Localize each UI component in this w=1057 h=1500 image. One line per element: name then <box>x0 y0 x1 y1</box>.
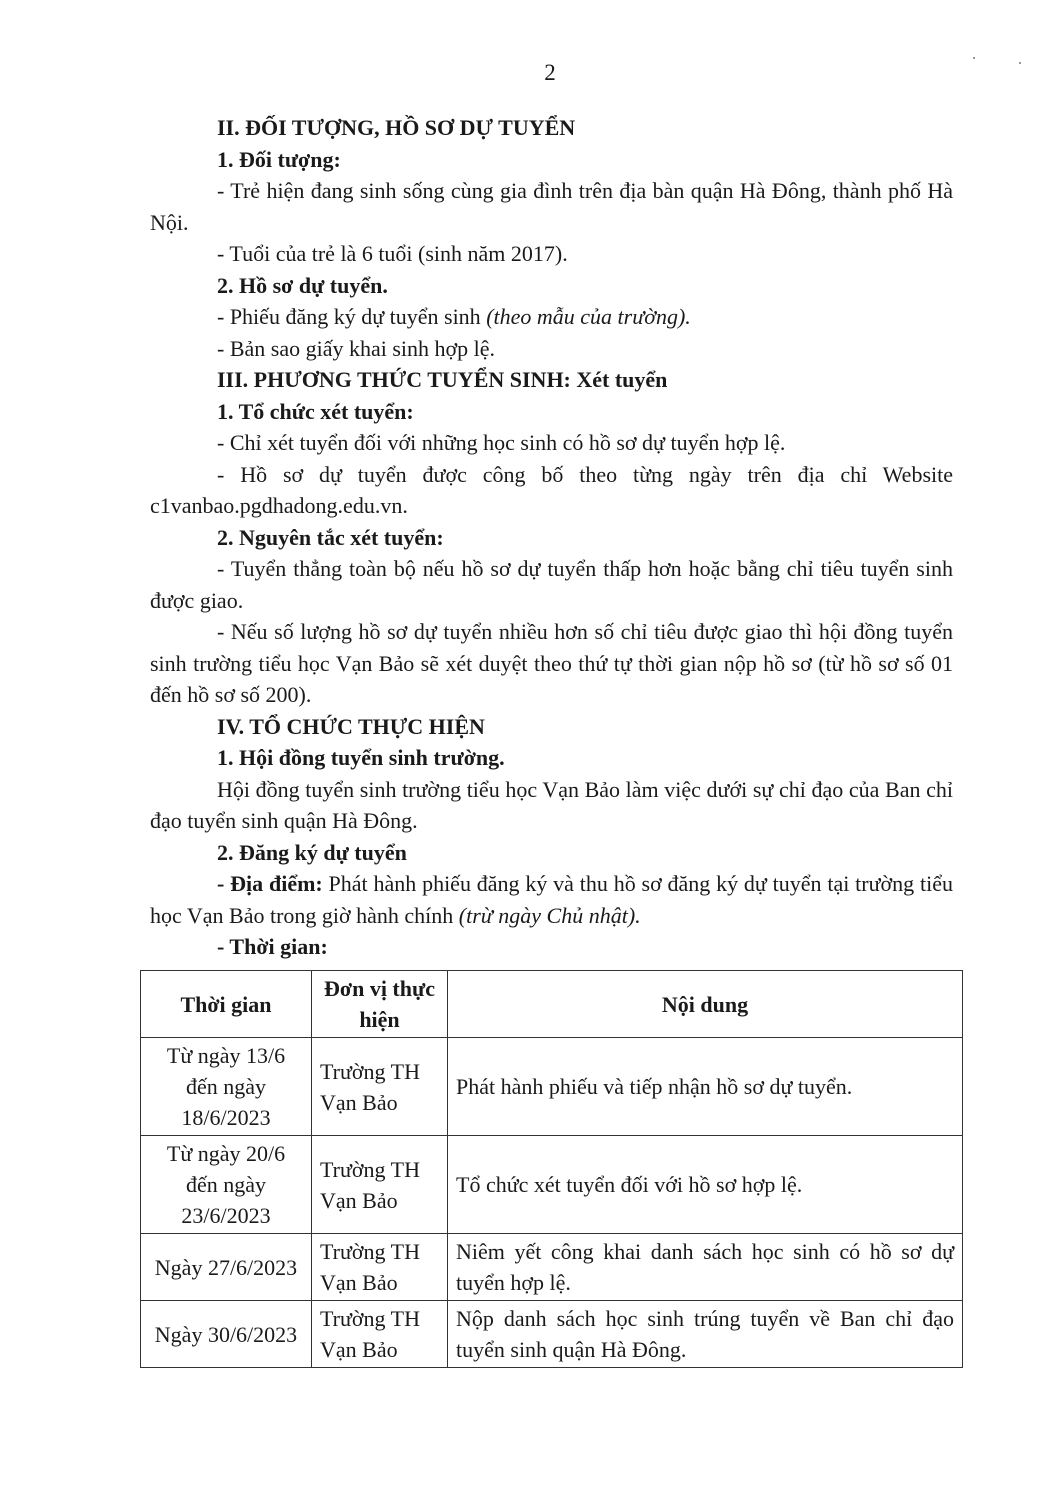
scan-speck <box>973 57 975 59</box>
section-3-1-title: 1. Tổ chức xét tuyển: <box>217 398 414 424</box>
section-4-2-location <box>150 868 953 931</box>
row-content: Tổ chức xét tuyển đối với hồ sơ hợp lệ. <box>448 1136 963 1234</box>
time-label: - Thời gian: <box>217 934 328 959</box>
section-2-2-text: - Phiếu đăng ký dự tuyển sinh <box>217 304 487 329</box>
table-row <box>141 1136 963 1234</box>
section-3-2-title: 2. Nguyên tắc xét tuyển: <box>217 524 444 550</box>
row-time: Ngày 30/6/2023 <box>141 1301 312 1368</box>
row-unit: Trường TH Vạn Bảo <box>312 1038 448 1136</box>
table-header-row <box>141 971 963 1038</box>
row-content: Nộp danh sách học sinh trúng tuyển về Ban chỉ đạo tuyển sinh quận Hà Đông. <box>448 1301 963 1368</box>
document-body <box>150 112 953 963</box>
location-label: - Địa điểm: <box>217 871 323 896</box>
section-2-2-paragraph-2: - Bản sao giấy khai sinh hợp lệ. <box>217 335 496 361</box>
section-2-1-title: 1. Đối tượng: <box>217 146 341 172</box>
row-time: Từ ngày 13/6 đến ngày 18/6/2023 <box>141 1038 312 1136</box>
table-row <box>141 1234 963 1301</box>
row-unit: Trường TH Vạn Bảo <box>312 1136 448 1234</box>
section-2-1-paragraph-1: - Trẻ hiện đang sinh sống cùng gia đình trên địa bàn quận Hà Đông, thành phố Hà Nội. <box>150 178 953 235</box>
section-2-1-paragraph-2: - Tuổi của trẻ là 6 tuổi (sinh năm 2017). <box>217 241 568 266</box>
section-2-title: II. ĐỐI TƯỢNG, HỒ SƠ DỰ TUYỂN <box>217 115 576 140</box>
header-time: Thời gian <box>141 971 312 1038</box>
header-content: Nội dung <box>448 971 963 1038</box>
section-3-title: III. PHƯƠNG THỨC TUYỂN SINH: Xét tuyển <box>217 367 668 392</box>
section-4-2-title: 2. Đăng ký dự tuyển <box>217 839 407 865</box>
website-address: c1vanbao.pgdhadong.edu.vn. <box>150 493 408 518</box>
row-unit: Trường TH Vạn Bảo <box>312 1301 448 1368</box>
row-time: Ngày 27/6/2023 <box>141 1234 312 1301</box>
section-3-1-paragraph-2: - Hồ sơ dự tuyển được công bố theo từng ngày trên địa chỉ Website <box>217 461 953 487</box>
location-text: Phát hành phiếu đăng ký và thu hồ sơ đăng ký dự tuyển tại trường tiểu học Vạn Bảo trong giờ hành chính <box>150 871 953 928</box>
section-3-2-paragraph-2: - Nếu số lượng hồ sơ dự tuyển nhiều hơn số chỉ tiêu được giao thì hội đồng tuyển sinh trường tiểu học Vạn Bảo sẽ xét duyệt theo thứ tự thời gian nộp hồ sơ (từ hồ sơ số 01 đến hồ sơ số 200). <box>150 619 953 707</box>
schedule-table <box>140 970 963 1368</box>
row-unit: Trường TH Vạn Bảo <box>312 1234 448 1301</box>
section-4-1-title: 1. Hội đồng tuyển sinh trường. <box>217 745 505 770</box>
row-time: Từ ngày 20/6 đến ngày 23/6/2023 <box>141 1136 312 1234</box>
section-2-2-italic: (theo mẫu của trường). <box>486 304 691 329</box>
scan-speck <box>1019 62 1021 64</box>
location-italic: (trừ ngày Chủ nhật). <box>458 902 641 928</box>
section-2-2-title: 2. Hồ sơ dự tuyển. <box>217 272 388 298</box>
section-3-1-paragraph-1: - Chỉ xét tuyển đối với những học sinh có hồ sơ dự tuyển hợp lệ. <box>217 430 786 455</box>
section-3-2-paragraph-1: - Tuyển thẳng toàn bộ nếu hồ sơ dự tuyển thấp hơn hoặc bằng chỉ tiêu tuyển sinh được giao. <box>150 556 953 613</box>
section-4-1-paragraph: Hội đồng tuyển sinh trường tiểu học Vạn Bảo làm việc dưới sự chỉ đạo của Ban chỉ đạo tuyển sinh quận Hà Đông. <box>150 776 953 833</box>
table-row <box>141 1301 963 1368</box>
section-2-2-paragraph-1 <box>150 301 953 333</box>
header-unit: Đơn vị thực hiện <box>312 971 448 1038</box>
section-4-title: IV. TỔ CHỨC THỰC HIỆN <box>217 713 485 739</box>
table-row <box>141 1038 963 1136</box>
page-number: 2 <box>544 60 556 85</box>
row-content: Niêm yết công khai danh sách học sinh có hồ sơ dự tuyển hợp lệ. <box>448 1234 963 1301</box>
row-content: Phát hành phiếu và tiếp nhận hồ sơ dự tuyển. <box>448 1038 963 1136</box>
